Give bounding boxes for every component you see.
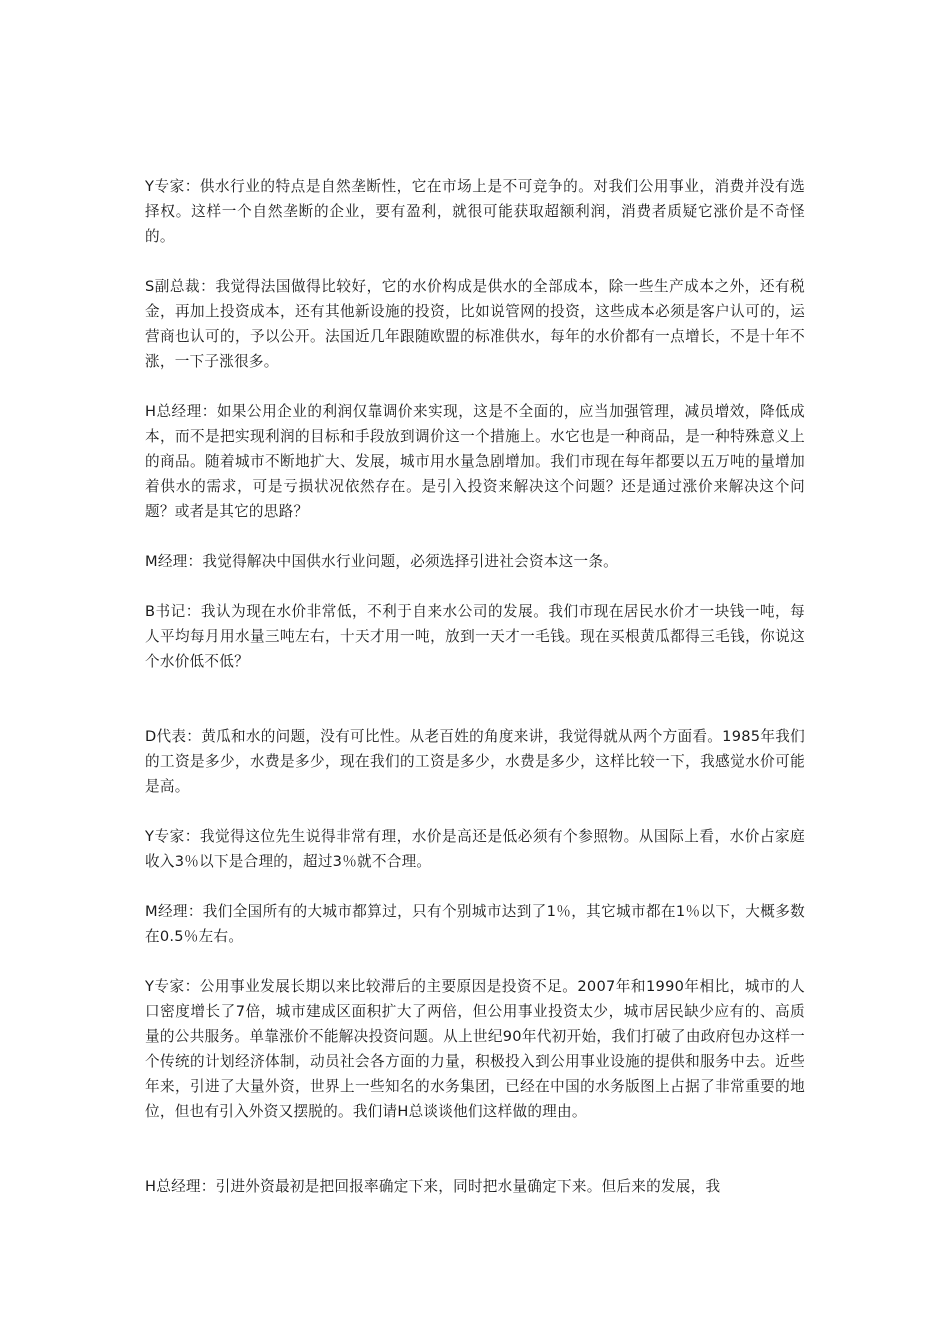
document-page (145, 174, 805, 1199)
paragraph-h-gm-2 (145, 1174, 805, 1199)
paragraph-text: 引进外资最初是把回报率确定下来，同时把水量确定下来。但后来的发展，我 (215, 1178, 721, 1195)
speaker-label: Y专家： (145, 978, 200, 995)
paragraph-text: 供水行业的特点是自然垄断性，它在市场上是不可竞争的。对我们公用事业，消费并没有选择权。这样一个自然垄断的企业，要有盈利，就很可能获取超额利润，消费者质疑它涨价是不奇怪的。 (145, 178, 805, 245)
paragraph-text: 我认为现在水价非常低，不利于自来水公司的发展。我们市现在居民水价才一块钱一吨，每人平均每月用水量三吨左右，十天才用一吨，放到一天才一毛钱。现在买根黄瓜都得三毛钱，你说这个水价低不低？ (145, 603, 805, 670)
speaker-label: B书记： (145, 603, 201, 620)
paragraph-m-manager-2 (145, 899, 805, 949)
speaker-label: H总经理： (145, 1178, 216, 1195)
speaker-label: M经理： (145, 553, 203, 570)
paragraph-text: 我们全国所有的大城市都算过，只有个别城市达到了1％，其它城市都在1％以下，大概多数在0.5％左右。 (145, 903, 805, 945)
paragraph-b-secretary (145, 599, 805, 674)
paragraph-text: 我觉得解决中国供水行业问题，必须选择引进社会资本这一条。 (202, 553, 619, 570)
paragraph-m-manager-1 (145, 549, 805, 574)
paragraph-text: 如果公用企业的利润仅靠调价来实现，这是不全面的，应当加强管理，减员增效，降低成本，而不是把实现利润的目标和手段放到调价这一个措施上。水它也是一种商品，是一种特殊意义上的商品。随着城市不断地扩大、发展，城市用水量急剧增加。我们市现在每年都要以五万吨的量增加着供水的需求，可是亏损状况依然存在。是引入投资来解决这个问题？还是通过涨价来解决这个问题？或者是其它的思路？ (145, 403, 805, 520)
paragraph-y-expert-2 (145, 824, 805, 874)
paragraph-d-representative (145, 724, 805, 799)
speaker-label: D代表： (145, 728, 202, 745)
speaker-label: M经理： (145, 903, 203, 920)
speaker-label: H总经理： (145, 403, 217, 420)
speaker-label: Y专家： (145, 178, 200, 195)
speaker-label: Y专家： (145, 828, 200, 845)
paragraph-y-expert-3 (145, 974, 805, 1124)
paragraph-text: 我觉得法国做得比较好，它的水价构成是供水的全部成本，除一些生产成本之外，还有税金，再加上投资成本，还有其他新设施的投资，比如说管网的投资，这些成本必须是客户认可的，运营商也认可的，予以公开。法国近几年跟随欧盟的标准供水，每年的水价都有一点增长，不是十年不涨，一下子涨很多。 (145, 278, 805, 370)
paragraph-s-vp (145, 274, 805, 374)
speaker-label: S副总裁： (145, 278, 216, 295)
paragraph-y-expert-1 (145, 174, 805, 249)
paragraph-text: 公用事业发展长期以来比较滞后的主要原因是投资不足。2007年和1990年相比，城市的人口密度增长了7倍，城市建成区面积扩大了两倍，但公用事业投资太少，城市居民缺少应有的、高质量的公共服务。单靠涨价不能解决投资问题。从上世纪90年代初开始，我们打破了由政府包办这样一个传统的计划经济体制，动员社会各方面的力量，积极投入到公用事业设施的提供和服务中去。近些年来，引进了大量外资，世界上一些知名的水务集团，已经在中国的水务版图上占据了非常重要的地位，但也有引入外资又摆脱的。我们请H总谈谈他们这样做的理由。 (145, 978, 805, 1120)
paragraph-text: 我觉得这位先生说得非常有理，水价是高还是低必须有个参照物。从国际上看，水价占家庭收入3％以下是合理的，超过3％就不合理。 (145, 828, 805, 870)
paragraph-h-gm-1 (145, 399, 805, 524)
paragraph-text: 黄瓜和水的问题，没有可比性。从老百姓的角度来讲，我觉得就从两个方面看。1985年我们的工资是多少，水费是多少，现在我们的工资是多少，水费是多少，这样比较一下，我感觉水价可能是高。 (145, 728, 805, 795)
